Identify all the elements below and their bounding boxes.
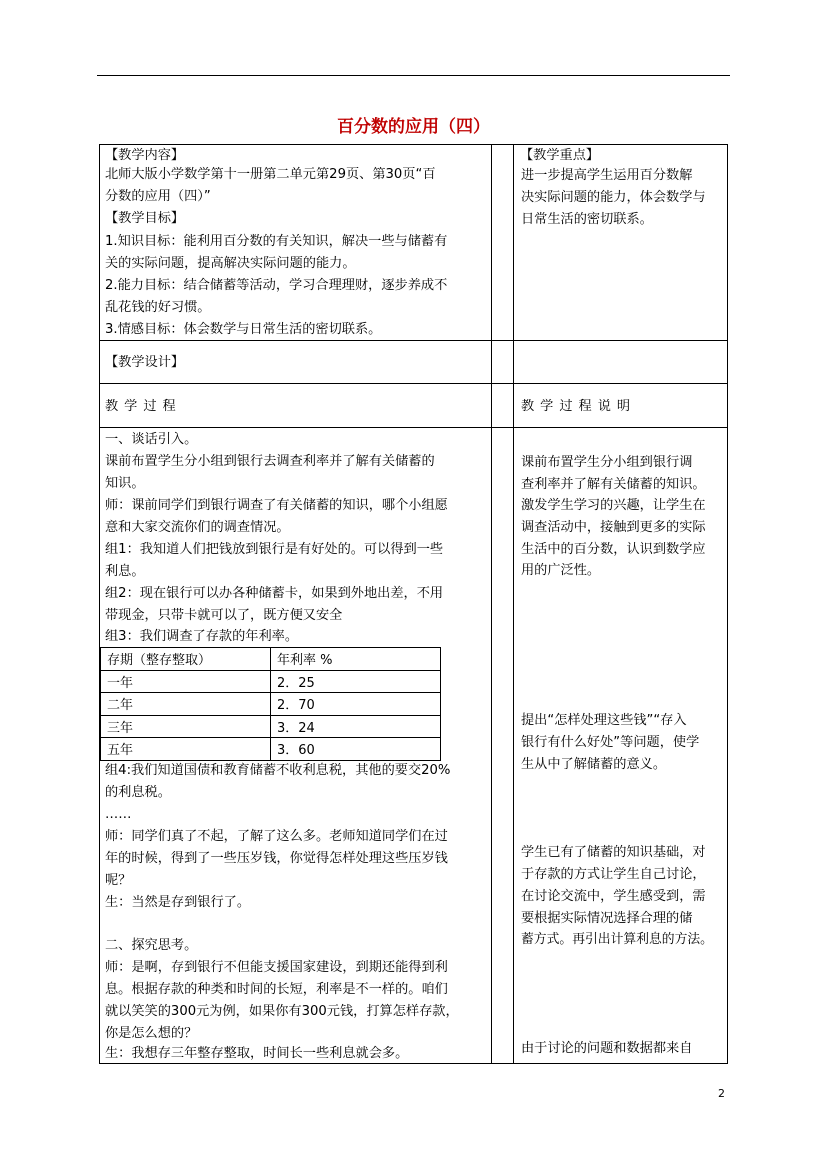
text-line: 银行有什么好处”等问题，使学: [521, 735, 700, 750]
text-line: 北师大版小学数学第十一册第二单元第29页、第30页“百: [105, 167, 436, 182]
page-title: 百分数的应用（四）: [337, 117, 490, 137]
page-number: 2: [718, 1087, 725, 1100]
table-cell: 2．25: [271, 670, 441, 693]
text-line: 师：同学们真了不起，了解了这么多。老师知道同学们在过: [105, 829, 448, 844]
text-line: 生：当然是存到银行了。: [105, 895, 251, 910]
text-line: 在讨论交流中，学生感受到，需: [521, 889, 706, 904]
text-line: 乱花钱的好习惯。: [105, 300, 211, 315]
text-line: 意和大家交流你们的调查情况。: [105, 520, 290, 535]
text-line: 生活中的百分数，认识到数学应: [521, 542, 706, 557]
text-line: 课前布置学生分小组到银行去调查利率并了解有关储蓄的: [105, 454, 435, 469]
text-line: 就以笑笑的300元为例，如果你有300元钱，打算怎样存款，: [105, 1004, 459, 1019]
text-line: 决实际问题的能力，体会数学与: [521, 190, 706, 205]
text-line: 调查活动中，接触到更多的实际: [521, 520, 706, 535]
text-line: 查利率并了解有关储蓄的知识。: [521, 477, 706, 492]
text-line: 年的时候，得到了一些压岁钱，你觉得怎样处理这些压岁钱: [105, 851, 448, 866]
table-cell: 3．24: [271, 715, 441, 738]
process-heading: 教学过程: [105, 399, 182, 414]
table-header-cell: 存期（整存整取）: [101, 648, 271, 671]
text-line: 提出“怎样处理这些钱”“存入: [521, 713, 687, 728]
text-line: 激发学生学习的兴趣，让学生在: [521, 498, 706, 513]
text-line: 由于讨论的问题和数据都来自: [521, 1041, 693, 1056]
text-line: 师：是啊，存到银行不但能支援国家建设，到期还能得到利: [105, 960, 448, 975]
text-line: 利息。: [105, 564, 145, 579]
interest-rate-table: [100, 647, 441, 761]
section-heading-goal: 【教学目标】: [105, 211, 185, 226]
text-line: 一、谈话引入。: [105, 432, 198, 447]
section-heading-key: 【教学重点】: [520, 148, 600, 163]
table-cell: 3．60: [271, 738, 441, 761]
column-divider: [491, 144, 492, 1064]
text-line: 用的广泛性。: [521, 563, 601, 578]
row-divider: [99, 383, 728, 384]
text-line: 进一步提高学生运用百分数解: [521, 168, 693, 183]
text-line: 知识。: [105, 476, 145, 491]
text-line: 关的实际问题，提高解决实际问题的能力。: [105, 256, 356, 271]
text-line: 二、探究思考。: [105, 938, 198, 953]
text-line: 你是怎么想的？: [105, 1026, 198, 1041]
table-cell: 三年: [101, 715, 271, 738]
table-cell: 2．70: [271, 693, 441, 716]
table-cell: 一年: [101, 670, 271, 693]
text-line: 课前布置学生分小组到银行调: [521, 455, 693, 470]
text-line: 生：我想存三年整存整取，时间长一些利息就会多。: [105, 1046, 409, 1061]
column-divider: [513, 144, 514, 1064]
table-row: [101, 738, 441, 761]
text-line: 组1：我知道人们把钱放到银行是有好处的。可以得到一些: [105, 542, 444, 557]
text-line: 3.情感目标：体会数学与日常生活的密切联系。: [105, 322, 382, 337]
table-row: [101, 670, 441, 693]
text-line: 的利息税。: [105, 785, 171, 800]
text-line: 分数的应用（四）”: [105, 189, 211, 204]
text-line: 带现金，只带卡就可以了，既方便又安全: [105, 608, 343, 623]
table-cell: 二年: [101, 693, 271, 716]
text-line: 组3：我们调查了存款的年利率。: [105, 629, 299, 644]
text-line: 学生已有了储蓄的知识基础，对: [521, 845, 706, 860]
table-header-cell: 年利率 %: [271, 648, 441, 671]
text-line: 呢？: [105, 873, 132, 888]
text-line: 要根据实际情况选择合理的储: [521, 911, 693, 926]
text-line: 生从中了解储蓄的意义。: [521, 757, 667, 772]
section-heading-design: 【教学设计】: [105, 355, 185, 370]
table-row: [101, 693, 441, 716]
process-note-heading: 教学过程说明: [521, 399, 637, 414]
text-line: 1.知识目标：能利用百分数的有关知识，解决一些与储蓄有: [105, 234, 448, 249]
table-row: [101, 715, 441, 738]
text-line: ……: [105, 807, 132, 822]
text-line: 2.能力目标：结合储蓄等活动，学习合理理财，逐步养成不: [105, 278, 448, 293]
row-divider: [99, 340, 728, 341]
table-cell: 五年: [101, 738, 271, 761]
text-line: 蓄方式。再引出计算利息的方法。: [521, 932, 713, 947]
text-line: 息。根据存款的种类和时间的长短，利率是不一样的。咱们: [105, 982, 448, 997]
header-rule: [97, 75, 730, 76]
text-line: 于存款的方式让学生自己讨论，: [521, 867, 706, 882]
text-line: 组4:我们知道国债和教育储蓄不收利息税，其他的要交20%: [105, 763, 451, 778]
text-line: 组2：现在银行可以办各种储蓄卡，如果到外地出差，不用: [105, 586, 444, 601]
text-line: 师：课前同学们到银行调查了有关储蓄的知识，哪个小组愿: [105, 498, 448, 513]
text-line: 日常生活的密切联系。: [521, 212, 653, 227]
row-divider: [99, 427, 728, 428]
table-header-row: [101, 648, 441, 671]
section-heading-content: 【教学内容】: [105, 148, 185, 163]
